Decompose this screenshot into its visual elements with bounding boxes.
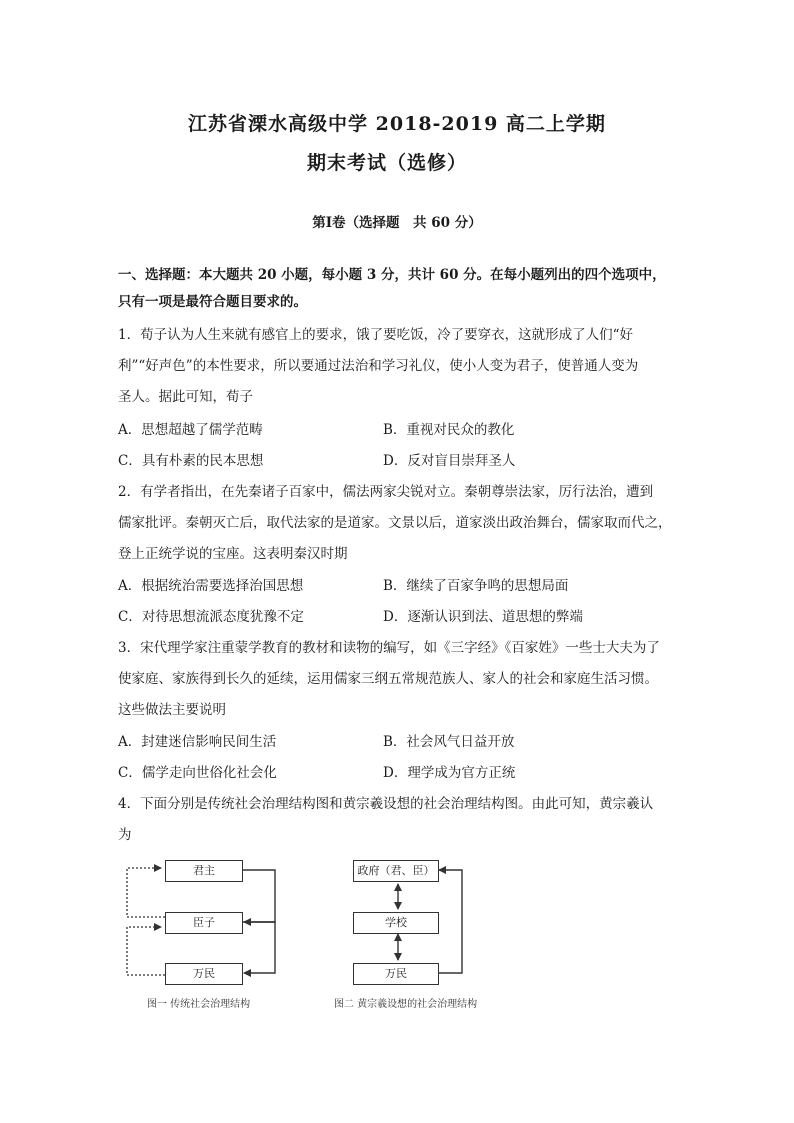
- figure-2-box-government: 政府（君、臣）: [353, 860, 439, 882]
- question-3-option-b: B．社会风气日益开放: [383, 734, 515, 750]
- question-1-option-d: D．反对盲目崇拜圣人: [383, 453, 516, 469]
- question-2-option-a: A．根据统治需要选择治国思想: [118, 578, 304, 594]
- question-4-stem-line-1: 4．下面分别是传统社会治理结构图和黄宗羲设想的社会治理结构图。由此可知，黄宗羲认: [118, 796, 654, 812]
- figure-1-box-ruler: 君主: [165, 860, 243, 882]
- question-1-stem-line-1: 1．荀子认为人生来就有感官上的要求，饿了要吃饭，冷了要穿衣，这就形成了人们“好: [118, 327, 633, 343]
- figure-2-caption: 图二 黄宗羲设想的社会治理结构: [334, 999, 478, 1010]
- question-3-stem-line-2: 使家庭、家族得到长久的延续，运用儒家三纲五常规范族人、家人的社会和家庭生活习惯。: [118, 671, 658, 687]
- figure-1-box-minister: 臣子: [165, 912, 243, 934]
- figure-1-caption: 图一 传统社会治理结构: [147, 999, 251, 1010]
- question-1-option-c: C．具有朴素的民本思想: [118, 453, 264, 469]
- question-2-option-d: D．逐渐认识到法、道思想的弊端: [383, 609, 583, 625]
- question-2-stem-line-1: 2．有学者指出，在先秦诸子百家中，儒法两家尖锐对立。秦朝尊崇法家，厉行法治，遭到: [118, 484, 654, 500]
- question-3-stem-line-1: 3．宋代理学家注重蒙学教育的教材和读物的编写，如《三字经》《百家姓》一些士大夫为了: [118, 640, 660, 656]
- question-2-stem-line-3: 登上正统学说的宝座。这表明秦汉时期: [118, 546, 348, 562]
- question-3-option-a: A．封建迷信影响民间生活: [118, 734, 277, 750]
- question-3-option-c: C．儒学走向世俗化社会化: [118, 765, 277, 781]
- question-4-stem-line-2: 为: [118, 827, 132, 843]
- instruction-line-1: 一、选择题：本大题共 20 小题，每小题 3 分，共计 60 分。在每小题列出的四个选项中，: [118, 267, 666, 283]
- figure-2-box-school: 学校: [353, 912, 439, 934]
- question-2-option-b: B．继续了百家争鸣的思想局面: [383, 578, 569, 594]
- question-1-option-a: A．思想超越了儒学范畴: [118, 422, 263, 438]
- figure-1-box-people: 万民: [165, 963, 243, 985]
- exam-title: 江苏省溧水高级中学 2018-2019 高二上学期: [188, 113, 606, 135]
- question-3-stem-line-3: 这些做法主要说明: [118, 702, 226, 718]
- question-1-stem-line-3: 圣人。据此可知，荀子: [118, 389, 253, 405]
- question-2-stem-line-2: 儒家批评。秦朝灭亡后，取代法家的是道家。文景以后，道家淡出政治舞台，儒家取而代之，: [118, 515, 672, 531]
- section-heading: 第Ⅰ卷（选择题 共 60 分）: [312, 215, 482, 231]
- figure-2-box-people: 万民: [353, 963, 439, 985]
- figure-2-arrow-people-to-government: [437, 870, 462, 973]
- exam-subtitle: 期末考试（选修）: [306, 152, 467, 174]
- question-1-stem-line-2: 利”“好声色”的本性要求，所以要通过法治和学习礼仪，使小人变为君子，使普通人变为: [118, 358, 639, 374]
- question-2-option-c: C．对待思想流派态度犹豫不定: [118, 609, 304, 625]
- instruction-line-2: 只有一项是最符合题目要求的。: [118, 294, 307, 310]
- question-1-option-b: B．重视对民众的教化: [383, 422, 515, 438]
- question-3-option-d: D．理学成为官方正统: [383, 765, 516, 781]
